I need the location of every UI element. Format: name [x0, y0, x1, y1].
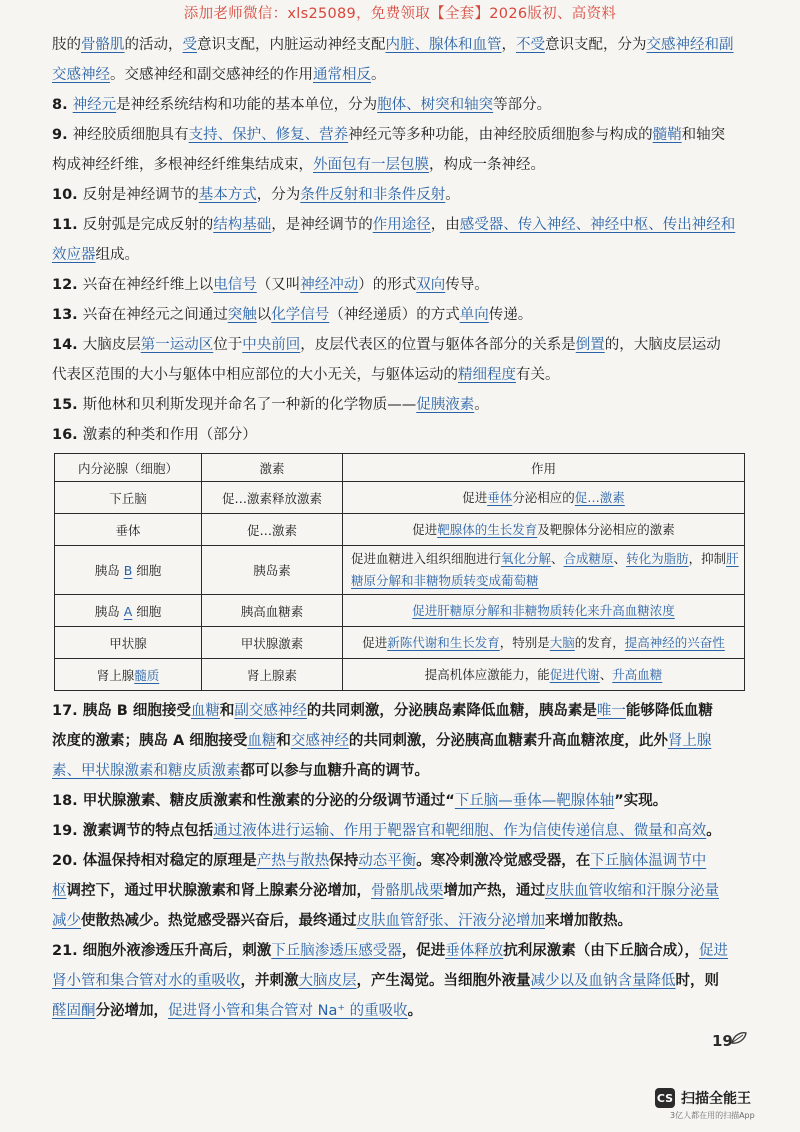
text-segment: ，是神经调节的	[271, 217, 373, 233]
gland-cell	[55, 659, 202, 691]
page-number: 19	[712, 1032, 733, 1050]
text-segment: 神经胶质细胞具有	[72, 127, 189, 143]
answer-text: 受	[182, 37, 197, 53]
text-segment: 调控下，通过甲状腺激素和肾上腺素分泌增加，	[66, 883, 371, 899]
text-segment: 、	[599, 666, 613, 682]
answer-text: 醛固酮	[52, 1003, 96, 1019]
answer-text: 作用途径	[372, 217, 431, 233]
answer-text: 胞体、树突和轴突	[377, 97, 494, 113]
answer-text: 动态平衡	[358, 853, 417, 869]
hormone-cell: 促…激素	[202, 514, 343, 546]
text-segment: ，并刺激	[240, 973, 299, 989]
text-segment: 促进血糖进入组织细胞进行	[351, 551, 502, 566]
gland-cell	[55, 514, 202, 546]
answer-text: 促进代谢	[549, 666, 600, 682]
answer-text: 大脑	[549, 634, 575, 650]
text-segment: 时，则	[675, 973, 719, 989]
answer-text: 素、甲状腺激素和糖皮质激素	[52, 763, 241, 779]
answer-text: 感受器、传入神经、神经中枢、传出神经和	[459, 217, 736, 233]
text-segment: 提高机体应激能力，能	[424, 666, 550, 682]
text-segment: 激素调节的特点包括	[82, 823, 214, 839]
item-11	[52, 214, 752, 237]
item-number: 13.	[52, 307, 83, 323]
answer-text: 枢	[52, 883, 67, 899]
answer-text: 外面包有一层包膜	[313, 157, 429, 173]
item-19	[52, 820, 752, 843]
leaf-icon	[730, 1030, 748, 1046]
answer-text: 垂体	[487, 489, 513, 505]
answer-text: 促胰液素	[416, 397, 475, 413]
column-header: 作用	[343, 454, 745, 482]
answer-text: 血糖	[247, 733, 277, 749]
text-segment: 斯他林和贝利斯发现并命名了一种新的化学物质——	[82, 397, 417, 413]
text-line	[52, 64, 752, 87]
answer-text: 促进	[699, 943, 728, 959]
text-line	[52, 34, 752, 57]
text-line	[52, 364, 752, 387]
answer-text: 化学信号	[271, 307, 330, 323]
text-segment: 反射弧是完成反射的	[82, 217, 214, 233]
item-number: 19.	[52, 823, 83, 839]
effect-cell	[343, 546, 745, 595]
text-segment: 体温保持相对稳定的原理是	[82, 853, 257, 869]
hormone-cell: 胰高血糖素	[202, 595, 343, 627]
text-segment: （神经递质）的方式	[329, 307, 460, 323]
text-segment: 肾上腺	[96, 667, 135, 683]
text-line	[52, 154, 752, 177]
text-segment: 构成神经纤维，多根神经纤维集结成束，	[52, 157, 313, 173]
answer-text: B	[123, 563, 133, 578]
item-number: 17.	[52, 703, 83, 719]
hormone-cell: 肾上腺素	[202, 659, 343, 691]
text-segment: 垂体	[115, 522, 141, 538]
text-segment: 胰岛	[94, 563, 124, 578]
scanner-logo-icon: CS	[655, 1088, 675, 1108]
text-segment: 细胞外液渗透压升高后，刺激	[82, 943, 272, 959]
text-segment: 和	[219, 703, 235, 719]
effect-cell	[343, 482, 745, 514]
text-segment: ，皮层代表区的位置与躯体各部分的关系是	[300, 337, 576, 353]
item-number: 18.	[52, 793, 83, 809]
text-segment: （又叫	[256, 277, 301, 293]
item-15	[52, 394, 752, 417]
text-segment: ，由	[430, 217, 460, 233]
answer-text: 减少	[52, 913, 81, 929]
column-header: 内分泌腺（细胞）	[55, 454, 202, 482]
text-segment: 浓度的激素；胰岛 A 细胞接受	[52, 733, 248, 749]
item-13	[52, 304, 752, 327]
item-10	[52, 184, 752, 207]
answer-text: 下丘脑体温调节中	[590, 853, 707, 869]
item-number: 20.	[52, 853, 83, 869]
text-segment: ，产生渴觉。当细胞外液量	[356, 973, 531, 989]
answer-text: 精细程度	[458, 367, 516, 383]
text-segment: 兴奋在神经纤维上以	[82, 277, 214, 293]
text-segment: 传导。	[445, 277, 489, 293]
text-segment: 胰岛 B 细胞接受	[82, 703, 191, 719]
text-segment: ，抑制	[688, 551, 727, 566]
answer-text: 转化为脂肪	[626, 551, 689, 566]
text-segment: 胰岛	[94, 603, 124, 619]
text-segment: 。寒冷刺激冷觉感受器，在	[416, 853, 591, 869]
text-segment: 的活动，	[124, 37, 183, 53]
text-segment: 甲状腺	[109, 635, 147, 651]
answer-text: 条件反射和非条件反射	[300, 187, 446, 203]
answer-text: A	[123, 603, 133, 619]
answer-text: 副交感神经	[234, 703, 307, 719]
gland-cell	[55, 627, 202, 659]
item-21	[52, 940, 752, 963]
column-header: 激素	[202, 454, 343, 482]
answer-text: 神经冲动	[300, 277, 359, 293]
answer-text: 大脑皮层	[298, 973, 357, 989]
item-number: 21.	[52, 943, 83, 959]
text-segment: 。	[445, 187, 460, 203]
text-segment: 和轴突	[681, 127, 726, 143]
text-segment: 传递。	[488, 307, 533, 323]
text-segment: ”实现。	[614, 793, 668, 809]
answer-text: 结构基础	[213, 217, 272, 233]
text-segment: 的，大脑皮层运动	[604, 337, 721, 353]
watermark-banner: 添加老师微信：xls25089，免费领取【全套】2026版初、高资料	[183, 6, 617, 22]
text-segment: 。	[371, 67, 386, 83]
answer-text: 通常相反	[313, 67, 371, 83]
effect-cell	[343, 659, 745, 691]
text-segment: 位于	[213, 337, 243, 353]
text-line	[52, 970, 752, 993]
text-line	[52, 880, 752, 903]
text-segment: 大脑皮层	[82, 337, 141, 353]
text-segment: 肢的	[52, 37, 81, 53]
answer-text: 骨骼肌	[81, 37, 125, 53]
table-row	[55, 546, 745, 595]
answer-text: 效应器	[52, 247, 96, 263]
text-segment: 能够降低血糖	[625, 703, 713, 719]
item-20	[52, 850, 752, 873]
text-segment: ，特别是	[499, 634, 550, 650]
text-segment: 的共同刺激，分泌胰高血糖素升高血糖浓度，此外	[348, 733, 668, 749]
item-number: 10.	[52, 187, 83, 203]
text-segment: ，促进	[401, 943, 446, 959]
answer-text: 单向	[459, 307, 489, 323]
answer-text: 支持、保护、修复、营养	[188, 127, 349, 143]
answer-text: 提高神经的兴奋性	[624, 634, 725, 650]
text-line	[52, 730, 752, 753]
text-segment: 下丘脑	[109, 490, 147, 506]
answer-text: 不受	[516, 37, 545, 53]
item-18	[52, 790, 752, 813]
text-segment: 兴奋在神经元之间通过	[82, 307, 228, 323]
answer-text: 靶腺体的生长发育	[437, 521, 538, 537]
answer-text: 下丘脑—垂体—靶腺体轴	[454, 793, 615, 809]
answer-text: 交感神经和副	[646, 37, 734, 53]
table-header-row	[55, 454, 745, 482]
table-row	[55, 627, 745, 659]
answer-text: 双向	[416, 277, 446, 293]
hormone-table	[54, 453, 745, 691]
item-number: 8.	[52, 97, 73, 113]
item-number: 9.	[52, 127, 73, 143]
answer-text: 肝糖原分解和非糖物质转变成葡萄糖	[351, 551, 739, 588]
text-segment: 和	[276, 733, 291, 749]
answer-text: 促进肾小管和集合管对 Na⁺ 的重吸收	[168, 1003, 408, 1019]
answer-text: 突触	[227, 307, 257, 323]
answer-text: 交感神经	[290, 733, 349, 749]
effect-cell	[343, 514, 745, 546]
text-segment: 都可以参与血糖升高的调节。	[240, 763, 429, 779]
answer-text: 基本方式	[198, 187, 257, 203]
item-12	[52, 274, 752, 297]
answer-text: 血糖	[190, 703, 220, 719]
answer-text: 皮肤血管收缩和汗腺分泌量	[545, 883, 719, 899]
text-segment: 促进	[412, 521, 438, 537]
answer-text: 内脏、腺体和血管	[385, 37, 502, 53]
item-number: 12.	[52, 277, 83, 293]
text-segment: 增加产热，通过	[443, 883, 545, 899]
answer-text: 垂体释放	[445, 943, 504, 959]
text-segment: 促进	[462, 489, 488, 505]
hormone-cell: 胰岛素	[202, 546, 343, 595]
item-number: 11.	[52, 217, 83, 233]
text-line	[52, 1000, 752, 1023]
table-row	[55, 514, 745, 546]
answer-text: 通过液体进行运输、作用于靶器官和靶细胞、作为信使传递信息、微量和高效	[213, 823, 707, 839]
text-segment: ，分为	[256, 187, 301, 203]
item-9	[52, 124, 752, 147]
answer-text: 神经元	[72, 97, 117, 113]
gland-cell	[55, 595, 202, 627]
answer-text: 氧化分解	[501, 551, 552, 566]
text-segment: 有关。	[516, 367, 560, 383]
answer-text: 肾小管和集合管对水的重吸收	[52, 973, 241, 989]
table-row	[55, 482, 745, 514]
answer-text: 新陈代谢和生长发育	[387, 634, 500, 650]
text-segment: 、	[551, 551, 564, 566]
answer-text: 促进肝糖原分解和非糖物质转化来升高血糖浓度	[412, 602, 675, 618]
text-line	[52, 244, 752, 267]
answer-text: 减少以及血钠含量降低	[530, 973, 676, 989]
text-segment: 细胞	[132, 563, 162, 578]
text-segment: 神经元等多种功能，由神经胶质细胞参与构成的	[348, 127, 653, 143]
table-row	[55, 659, 745, 691]
text-segment: ，构成一条神经。	[429, 157, 545, 173]
text-segment: 。	[474, 397, 489, 413]
item-8	[52, 94, 752, 117]
text-segment: 。交感神经和副交感神经的作用	[110, 67, 313, 83]
text-segment: ，	[501, 37, 516, 53]
answer-text: 倒置	[575, 337, 605, 353]
item-number: 16.	[52, 427, 83, 443]
item-17	[52, 700, 752, 723]
answer-text: 皮肤血管舒张、汗液分泌增加	[356, 913, 545, 929]
answer-text: 促…激素	[574, 489, 625, 505]
answer-text: 交感神经	[52, 67, 110, 83]
text-segment: 意识支配，分为	[545, 37, 647, 53]
table-row	[55, 595, 745, 627]
text-segment: 组成。	[95, 247, 139, 263]
text-segment: 促进	[362, 634, 388, 650]
text-segment: 抗利尿激素（由下丘脑合成），	[503, 943, 699, 959]
text-segment: 的共同刺激，分泌胰岛素降低血糖，胰岛素是	[306, 703, 597, 719]
answer-text: 肾上腺	[667, 733, 712, 749]
text-segment: 的发育，	[574, 634, 625, 650]
hormone-cell: 促…激素释放激素	[202, 482, 343, 514]
hormone-cell: 甲状腺激素	[202, 627, 343, 659]
effect-cell	[343, 627, 745, 659]
answer-text: 下丘脑渗透压感受器	[271, 943, 402, 959]
text-segment: 是神经系统结构和功能的基本单位，分为	[116, 97, 378, 113]
scanner-name: 扫描全能王	[681, 1091, 751, 1107]
scanner-badge	[655, 1088, 751, 1108]
text-segment: 等部分。	[493, 97, 552, 113]
item-16-heading	[52, 424, 752, 447]
text-segment: 来增加散热。	[545, 913, 632, 929]
item-number: 15.	[52, 397, 83, 413]
text-line	[52, 760, 752, 783]
text-segment: 保持	[329, 853, 359, 869]
text-segment: 意识支配，内脏运动神经支配	[197, 37, 386, 53]
gland-cell	[55, 482, 202, 514]
text-segment: 细胞	[132, 603, 162, 619]
text-segment: 代表区范围的大小与躯体中相应部位的大小无关，与躯体运动的	[52, 367, 458, 383]
gland-cell	[55, 546, 202, 595]
answer-text: 第一运动区	[140, 337, 214, 353]
document-body	[52, 34, 752, 1023]
text-segment: 分泌相应的	[512, 489, 575, 505]
text-segment: 、	[613, 551, 627, 566]
text-line	[52, 910, 752, 933]
item-14	[52, 334, 752, 357]
text-segment: 。	[706, 823, 721, 839]
text-segment: ）的形式	[358, 277, 417, 293]
answer-text: 产热与散热	[256, 853, 330, 869]
answer-text: 合成糖原	[563, 551, 614, 566]
answer-text: 升高血糖	[612, 666, 663, 682]
text-segment: 。	[407, 1003, 423, 1019]
answer-text: 骨骼肌战栗	[371, 883, 444, 899]
answer-text: 中央前回	[242, 337, 301, 353]
answer-text: 唯一	[596, 703, 626, 719]
scanner-tagline: 3亿人都在用的扫描App	[670, 1111, 755, 1120]
answer-text: 髓质	[134, 667, 160, 683]
text-segment: 使散热减少。热觉感受器兴奋后，最终通过	[81, 913, 357, 929]
answer-text: 髓鞘	[652, 127, 682, 143]
text-segment: 及靶腺体分泌相应的激素	[537, 521, 675, 537]
item-number: 14.	[52, 337, 83, 353]
text-segment: 分泌增加，	[95, 1003, 168, 1019]
text-segment: 以	[256, 307, 272, 323]
text-segment: 甲状腺激素、糖皮质激素和性激素的分泌的分级调节通过“	[82, 793, 455, 809]
text-segment: 反射是神经调节的	[82, 187, 199, 203]
answer-text: 电信号	[213, 277, 257, 293]
effect-cell	[343, 595, 745, 627]
text-segment: 激素的种类和作用（部分）	[82, 427, 257, 443]
